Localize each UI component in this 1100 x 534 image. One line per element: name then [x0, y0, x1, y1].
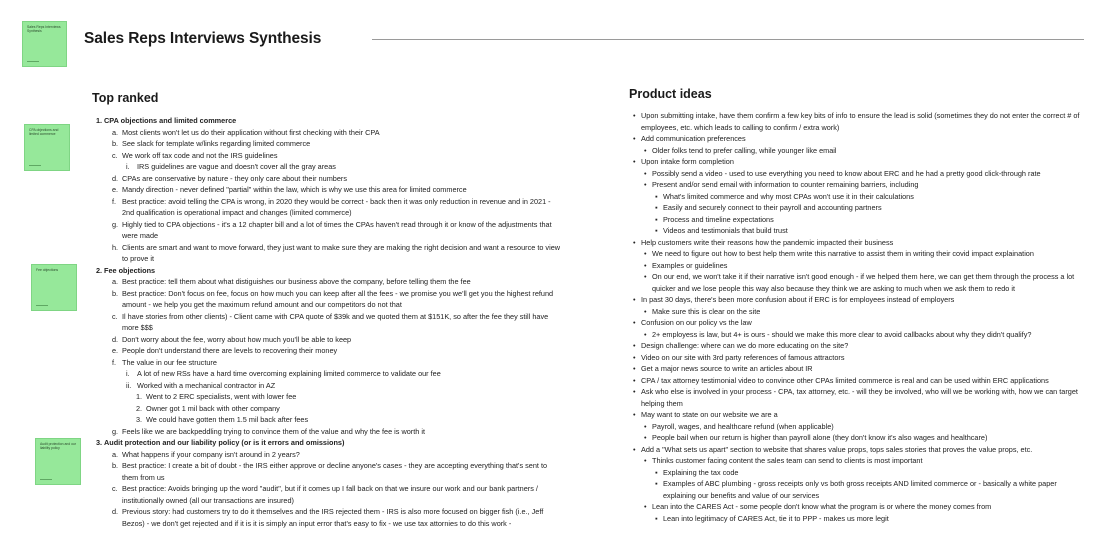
list-item-text: Clients are smart and want to move forward, they just want to make sure they are making the right decision and want a resource to view to prove it — [122, 242, 561, 263]
list-marker: b. — [112, 139, 119, 148]
list-item — [92, 150, 562, 162]
list-item-text: Best practice: Avoids bringing up the word "audit", but if it comes up I fall back on that we insure our work and our bank partners / institutionally owned (all our transactions are insured) — [122, 484, 538, 505]
list-marker: a. — [112, 127, 119, 137]
list-marker: • — [644, 456, 647, 465]
list-marker: f. — [112, 196, 117, 206]
list-marker: b. — [112, 461, 119, 470]
list-item-text: Best practice: avoid telling the CPA is wrong, in 2020 they would be correct - back then it was only reduction in revenue and in 2021 - 2nd qualification is operational impact and changes (limited commerce) — [122, 196, 551, 217]
list-item-text: Fee objections — [104, 265, 156, 275]
list-item-text: Don't worry about the fee, worry about how much you'll be able to keep — [122, 334, 352, 344]
list-item — [92, 368, 562, 380]
list-item — [630, 294, 1085, 306]
list-item-text: Make sure this is clear on the site — [652, 306, 761, 316]
list-item — [630, 432, 1085, 444]
list-marker: f. — [112, 357, 117, 367]
list-item — [92, 219, 562, 242]
list-marker: • — [633, 111, 636, 120]
list-marker: d. — [112, 173, 119, 183]
list-marker: 3. — [96, 438, 103, 447]
list-marker: ▪ — [655, 214, 658, 224]
list-item — [630, 352, 1085, 364]
product-ideas-list — [630, 110, 1085, 524]
list-item-text: Older folks tend to prefer calling, while younger like email — [652, 145, 837, 155]
list-item — [630, 375, 1085, 387]
list-item — [630, 455, 1085, 467]
list-marker: ▪ — [655, 203, 658, 212]
sticky-note-text: Sales Reps Interviews Synthesis — [27, 25, 61, 33]
list-item-text: Videos and testimonials that build trust — [663, 226, 788, 235]
list-item — [92, 357, 562, 369]
list-item-text: IRS guidelines are vague and doesn't cover all the gray areas — [137, 162, 336, 171]
list-item — [630, 340, 1085, 352]
list-marker: • — [644, 329, 647, 339]
list-item-text: Owner got 1 mil back with other company — [146, 403, 280, 413]
section-heading-top-ranked: Top ranked — [92, 91, 159, 105]
list-item-text: Get a major news source to write an articles about IR — [641, 364, 813, 373]
list-item — [92, 115, 562, 127]
list-item-text: CPAs are conservative by nature - they only care about their numbers — [122, 173, 347, 183]
list-marker: 2. — [136, 403, 143, 413]
list-item-text: Lean into the CARES Act - some people don't know what the program is or where the money comes from — [652, 502, 992, 511]
list-item — [630, 214, 1085, 226]
list-item-text: CPA / tax attorney testimonial video to convince other CPAs limited commerce is real and can be used within ERC applications — [641, 375, 1049, 385]
list-item — [630, 133, 1085, 145]
list-marker: • — [644, 272, 647, 281]
list-item-text: We need to figure out how to best help them write this narrative to assist them in writing their covid impact explaination — [652, 249, 1034, 258]
list-item-text: Examples of ABC plumbing - gross receipts only vs both gross receipts AND limited commerce or - basically a white paper explaining our benefits and value of our services — [663, 479, 1057, 500]
list-marker: c. — [112, 484, 118, 493]
sticky-note-text: Audit protection and our liability policy — [40, 442, 77, 450]
list-marker: d. — [112, 334, 119, 344]
list-item — [92, 184, 562, 196]
list-item — [92, 391, 562, 403]
list-item — [630, 260, 1085, 272]
list-item-text: Mandy direction - never defined "partial" within the law, which is why we use this area for limited commerce — [122, 185, 467, 194]
list-item — [630, 145, 1085, 157]
list-item-text: 2+ employess is law, but 4+ is ours - should we make this more clear to avoid callbacks about why they didn't qualify? — [652, 329, 1032, 339]
list-item-text: On our end, we won't take it if their narrative isn't good enough - if we helped them here, we can get them through the process a lot quicker and we lose people this way also because they think we are asking to much when we ask them to redo it — [652, 272, 1075, 293]
sticky-note-footer — [36, 305, 48, 307]
list-item-text: We could have gotten them 1.5 mil back after fees — [146, 415, 309, 424]
list-item — [92, 437, 562, 449]
list-marker: g. — [112, 426, 119, 436]
list-item-text: Payroll, wages, and healthcare refund (when applicable) — [652, 421, 834, 431]
list-item-text: People don't understand there are levels to recovering their money — [122, 346, 338, 355]
list-item-text: Design challenge: where can we do more educating on the site? — [641, 341, 849, 350]
list-marker: • — [633, 157, 636, 166]
top-ranked-list — [92, 115, 562, 529]
list-marker: 3. — [136, 415, 143, 424]
list-item — [630, 513, 1085, 525]
sticky-note-text: CPA objections and limited commerce — [29, 128, 59, 136]
list-marker: • — [644, 145, 647, 155]
list-item-text: Add communication preferences — [641, 134, 746, 143]
list-item — [630, 317, 1085, 329]
list-item — [92, 138, 562, 150]
list-marker: e. — [112, 346, 119, 355]
list-item-text: Best practice: Don't focus on fee, focus on how much you can keep after all the fees - we promise you we'll get you the highest refund amount - we help you get the maximum refund amount and our competitors do not that — [122, 288, 554, 309]
list-item — [630, 501, 1085, 513]
list-item — [92, 345, 562, 357]
list-item — [92, 449, 562, 461]
list-marker: • — [644, 421, 647, 431]
list-item-text: Explaining the tax code — [663, 467, 739, 477]
list-item-text: See slack for template w/links regarding limited commerce — [122, 139, 311, 148]
list-item — [92, 173, 562, 185]
list-marker: ▪ — [655, 467, 658, 477]
list-marker: • — [644, 180, 647, 189]
list-item-text: Process and timeline expectations — [663, 214, 774, 224]
list-item-text: Present and/or send email with information to counter remaining barriers, including — [652, 180, 919, 189]
list-marker: i. — [126, 162, 130, 171]
list-marker: • — [644, 168, 647, 178]
list-item — [630, 156, 1085, 168]
list-item — [630, 421, 1085, 433]
list-marker: • — [644, 260, 647, 270]
list-item — [630, 168, 1085, 180]
list-item-text: Upon submitting intake, have them confirm a few key bits of info to ensure the lead is solid (sometimes they do not enter the correct # of employees, etc. which leads to calling to confirm / extra work) — [641, 111, 1080, 132]
list-item — [92, 288, 562, 311]
list-marker: 2. — [96, 265, 103, 275]
list-marker: • — [633, 134, 636, 143]
list-marker: a. — [112, 449, 119, 459]
list-item-text: Possibly send a video - used to use everything you need to know about ERC and he had a pretty good click-through rate — [652, 168, 1041, 178]
list-item-text: Easily and securely connect to their payroll and accounting partners — [663, 203, 882, 212]
list-item-text: Help customers write their reasons how the pandemic impacted their business — [641, 237, 894, 247]
list-item — [92, 426, 562, 438]
list-marker: • — [633, 318, 636, 327]
list-item-text: Lean into legitimacy of CARES Act, tie it to PPP - makes us more legit — [663, 513, 889, 523]
list-item-text: Previous story: had customers try to do it themselves and the IRS rejected them - IRS is also more focused on bigger fish (i.e., Jeff Bezos) - we don't get rejected and if it is it is simply an input error that's easy to fix - we use tax attornies to do this work - — [122, 507, 544, 528]
list-marker: c. — [112, 311, 118, 321]
list-item — [630, 191, 1085, 203]
section-heading-product-ideas: Product ideas — [629, 87, 712, 101]
list-item-text: A lot of new RSs have a hard time overcoming explaining limited commerce to validate our fee — [137, 369, 441, 378]
list-item-text: Audit protection and our liability policy (or is it errors and omissions) — [104, 438, 345, 447]
list-marker: ▪ — [655, 513, 658, 523]
list-item — [92, 127, 562, 139]
list-item — [92, 276, 562, 288]
list-item-text: What happens if your company isn't around in 2 years? — [122, 449, 300, 459]
list-item-text: Confusion on our policy vs the law — [641, 318, 752, 327]
list-item — [630, 386, 1085, 409]
list-marker: 1. — [136, 392, 143, 401]
list-marker: • — [633, 237, 636, 247]
list-item-text: Feels like we are backpeddling trying to convince them of the value and why the fee is worth it — [122, 426, 425, 436]
sticky-note-footer — [40, 479, 52, 481]
list-item — [630, 467, 1085, 479]
sticky-note-footer — [27, 61, 39, 63]
list-item — [630, 444, 1085, 456]
list-item-text: Add a "What sets us apart" section to website that shares value props, tops sales stories that proves the value props, etc. — [641, 444, 1033, 454]
list-marker: i. — [126, 369, 130, 378]
list-item-text: Worked with a mechanical contractor in AZ — [137, 380, 276, 390]
list-item — [92, 311, 562, 334]
list-marker: ii. — [126, 380, 132, 390]
list-item — [630, 202, 1085, 214]
list-item-text: People bail when our return is higher than payroll alone (they don't know it's also wages and healthcare) — [652, 433, 988, 442]
list-item — [92, 414, 562, 426]
list-item-text: Ask who else is involved in your process - CPA, tax attorney, etc. - will they be involved, who will we be working with, how we can target helping them — [641, 387, 1078, 408]
list-item-text: Best practice: I create a bit of doubt - the IRS either approve or decline anyone's cases - they are accepting everything that's sent to them from us — [122, 461, 548, 482]
list-marker: g. — [112, 219, 119, 229]
list-item — [630, 237, 1085, 249]
sticky-note-fee-objections[interactable] — [31, 264, 77, 311]
list-item — [92, 380, 562, 392]
list-item — [630, 306, 1085, 318]
list-item — [630, 225, 1085, 237]
list-item-text: Il have stories from other clients) - Client came with CPA quote of $39k and we quoted them at $151K, so after the fee they still have more $$$ — [122, 311, 549, 332]
list-marker: • — [633, 387, 636, 396]
list-item — [92, 460, 562, 483]
list-item — [92, 506, 562, 529]
list-marker: • — [633, 341, 636, 350]
sticky-note-audit-protection[interactable] — [35, 438, 81, 485]
list-item — [92, 242, 562, 265]
list-item — [92, 334, 562, 346]
list-item — [630, 478, 1085, 501]
list-item-text: The value in our fee structure — [122, 357, 217, 367]
list-item-text: In past 30 days, there's been more confusion about if ERC is for employees instead of employers — [641, 295, 955, 304]
list-marker: • — [644, 249, 647, 258]
list-marker: • — [633, 352, 636, 362]
list-marker: d. — [112, 507, 119, 516]
list-marker: • — [633, 364, 636, 373]
list-marker: • — [633, 410, 636, 419]
list-item-text: Most clients won't let us do their application without first checking with their CPA — [122, 127, 380, 137]
list-marker: c. — [112, 150, 118, 160]
list-item-text: CPA objections and limited commerce — [104, 116, 237, 125]
list-item-text: Thinks customer facing content the sales team can send to clients is most important — [652, 456, 923, 465]
list-marker: ▪ — [655, 226, 658, 235]
list-marker: 1. — [96, 116, 103, 125]
list-marker: • — [644, 502, 647, 511]
list-marker: b. — [112, 288, 119, 298]
list-item — [630, 409, 1085, 421]
list-marker: • — [633, 444, 636, 454]
list-marker: • — [633, 375, 636, 385]
list-item-text: We work off tax code and not the IRS guidelines — [122, 150, 278, 160]
list-item — [92, 403, 562, 415]
sticky-note-footer — [29, 165, 41, 167]
list-item — [92, 265, 562, 277]
list-item — [630, 110, 1085, 133]
list-marker: ▪ — [655, 191, 658, 201]
list-item-text: Video on our site with 3rd party references of famous attractors — [641, 352, 845, 362]
list-item — [630, 271, 1085, 294]
list-item — [630, 179, 1085, 191]
list-marker: • — [644, 306, 647, 316]
list-item-text: Highly tied to CPA objections - it's a 12 chapter bill and a lot of times the CPAs haven't read through it or know of the adjustments that were made — [122, 219, 552, 240]
list-marker: h. — [112, 242, 119, 252]
sticky-note-header[interactable] — [22, 21, 67, 67]
list-item-text: Best practice: tell them about what distiguishes our business above the company, before telling them the fee — [122, 277, 471, 286]
list-item-text: What's limited commerce and why most CPAs won't use it in their calculations — [663, 191, 914, 201]
list-item — [630, 363, 1085, 375]
list-item-text: May want to state on our website we are a — [641, 410, 778, 419]
list-marker: e. — [112, 185, 119, 194]
sticky-note-cpa-objections[interactable] — [24, 124, 70, 171]
list-item-text: Examples or guidelines — [652, 260, 728, 270]
list-item — [630, 248, 1085, 260]
page-title: Sales Reps Interviews Synthesis — [84, 30, 322, 47]
sticky-note-text: Fee objections — [36, 268, 59, 272]
list-item-text: Upon intake form completion — [641, 157, 734, 166]
list-item — [630, 329, 1085, 341]
list-marker: • — [644, 433, 647, 442]
list-item — [92, 161, 562, 173]
list-item-text: Went to 2 ERC specialists, went with lower fee — [146, 392, 297, 401]
list-marker: • — [633, 295, 636, 304]
title-divider — [372, 39, 1084, 40]
list-marker: a. — [112, 277, 119, 286]
list-item — [92, 483, 562, 506]
list-item — [92, 196, 562, 219]
list-marker: ▪ — [655, 479, 658, 488]
